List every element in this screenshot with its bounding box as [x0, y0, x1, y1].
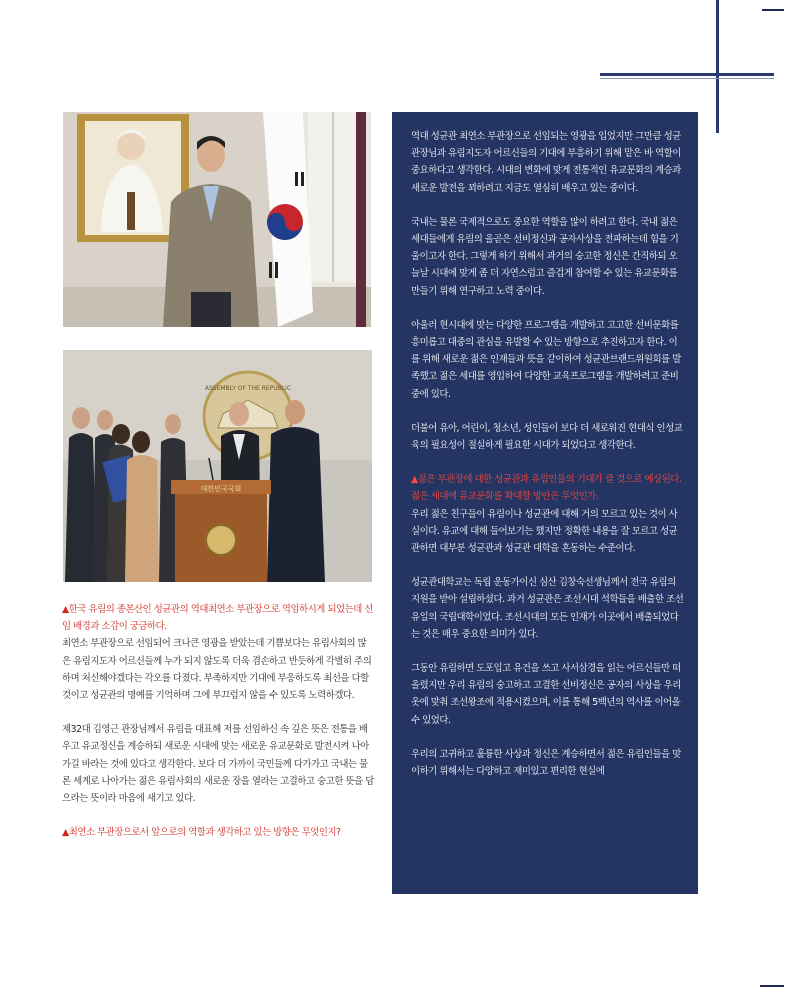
panel-paragraph-5: 우리 젊은 친구들이 유림이나 성균관에 대해 거의 모르고 있는 것이 사실이다. 유교에 대해 들어보기는 했지만 정확한 내용을 잘 모르고 성균관하면 대부분 성균관과 성균관 대학을 혼동하는 수준이다. — [411, 508, 678, 555]
panel-paragraph-6: 성균관대학교는 독립 운동가이신 심산 김창숙선생님께서 전국 유림의 지원을 받아 설립하셨다. 과거 성균관은 조선시대 석학들을 배출한 조선유일의 국립대학이었다. 조선시대의 모든 인재가 이곳에서 배출되었다는 것은 매우 중요한 의미가 있다. — [411, 577, 684, 640]
decorative-horizontal-line — [600, 73, 774, 76]
decorative-dash-top — [762, 9, 784, 11]
portrait-photo — [63, 112, 371, 327]
decorative-vertical-line — [716, 0, 719, 133]
question-2: ▲최연소 부관장으로서 앞으로의 역할과 생각하고 있는 방향은 무엇인지? — [62, 827, 341, 839]
ceremony-photo — [63, 350, 372, 582]
panel-paragraph-8: 우리의 고귀하고 훌륭한 사상과 정신은 계승하면서 젊은 유림인들을 맞이하기 위해서는 다양하고 재미있고 편리한 현실에 — [411, 748, 681, 778]
question-1: ▲한국 유림의 종본산인 성균관의 역대최연소 부관장으로 역임하시게 되었는데 선임 배경과 소감이 궁금하다. — [62, 604, 374, 633]
panel-paragraph-3: 아울러 현시대에 맞는 다양한 프로그램을 개발하고 고고한 선비문화를 흥미롭고 대중의 관심을 유발할 수 있는 방향으로 추진하고자 한다. 이를 위해 새로운 젊은 인재들과 뜻을 같이하여 성균관브랜드위원회를 발족했고 젊은 세대를 영입하여 다양한 교육프로그램을 개발하려고 준비 중에 있다. — [411, 319, 681, 400]
backdrop-text: ASSEMBLY OF THE REPUBLIC — [204, 385, 292, 392]
question-3: ▲젊은 부관장에 대한 성균관과 유림인들의 기대가 클 것으로 예상된다. 젊은 세대에 유교문화를 확대할 방안은 무엇인가. — [411, 474, 682, 503]
panel-paragraph-4: 더불어 유아, 어린이, 청소년, 성인들이 보다 더 새로워진 현대식 인성교육의 필요성이 절실하게 필요한 시대가 되었다고 생각한다. — [411, 422, 683, 452]
panel-paragraph-7: 그동안 유림하면 도포입고 유건을 쓰고 사서삼경을 읽는 어르신들만 떠올렸지만 우리 유림의 숭고하고 고결한 선비정신은 공자의 사상을 우리 옷에 맞춰 조선왕조에 적용시켰으며, 이를 통해 5백년의 역사를 이어올 수 있었다. — [411, 663, 681, 726]
answer-paragraph-2: 제32대 김영근 관장님께서 유림을 대표해 저를 선임하신 속 깊은 뜻은 전통을 배우고 유교정신을 계승하되 새로운 시대에 맞는 새로운 유교문화로 발전시켜 나아가길 바라는 것에 있다고 생각한다. 보다 더 가까이 국민들께 다가가고 국내는 물론 세계로 나아가는 젊은 유림사회의 새로운 장을 열라는 고결하고 숭고한 뜻을 담으라는 뜻이라 마음에 새기고 있다. — [62, 724, 374, 805]
panel-paragraph-2: 국내는 물론 국제적으로도 중요한 역할을 많이 하려고 한다. 국내 젊은 세대들에게 유림의 올곧은 선비정신과 공자사상을 전파하는데 힘을 기울이고자 한다. 그렇게 하기 위해서 과거의 숭고한 정신은 간직하되 오늘날 시대에 맞게 좀 더 자연스럽고 즐겁게 참여할 수 있는 유교문화를 만들기 위해 연구하고 노력 중이다. — [411, 216, 679, 297]
answer-paragraph-1: 최연소 부관장으로 선임되어 크나큰 영광을 받았는데 기쁨보다는 유림사회의 많은 유림지도자 어르신들께 누가 되지 않도록 더욱 겸손하고 반듯하게 각별히 주의하며 처신해야겠다는 각오를 다졌다. 부족하지만 기대에 부응하도록 최선을 다할 것이고 성균관의 명예를 기억하며 그에 부끄럽지 않을 수 있도록 노력하겠다. — [62, 638, 372, 702]
podium-sign: 대한민국국회 — [200, 485, 242, 493]
panel-paragraph-1: 역대 성균관 최연소 부관장으로 선임되는 영광을 입었지만 그만큼 성균관장님과 유림지도자 어르신들의 기대에 부흥하기 위해 맡은 바 역할이 중요하다고 생각한다. 시대의 변화에 맞게 전통적인 유교문화의 계승과 새로운 발전을 꾀하려고 지금도 열심히 배우고 있는 중이다. — [411, 131, 681, 194]
left-column-text — [62, 601, 374, 841]
right-panel — [392, 112, 698, 894]
decorative-horizontal-line-thin — [600, 78, 774, 79]
decorative-dash-bottom — [760, 985, 784, 987]
